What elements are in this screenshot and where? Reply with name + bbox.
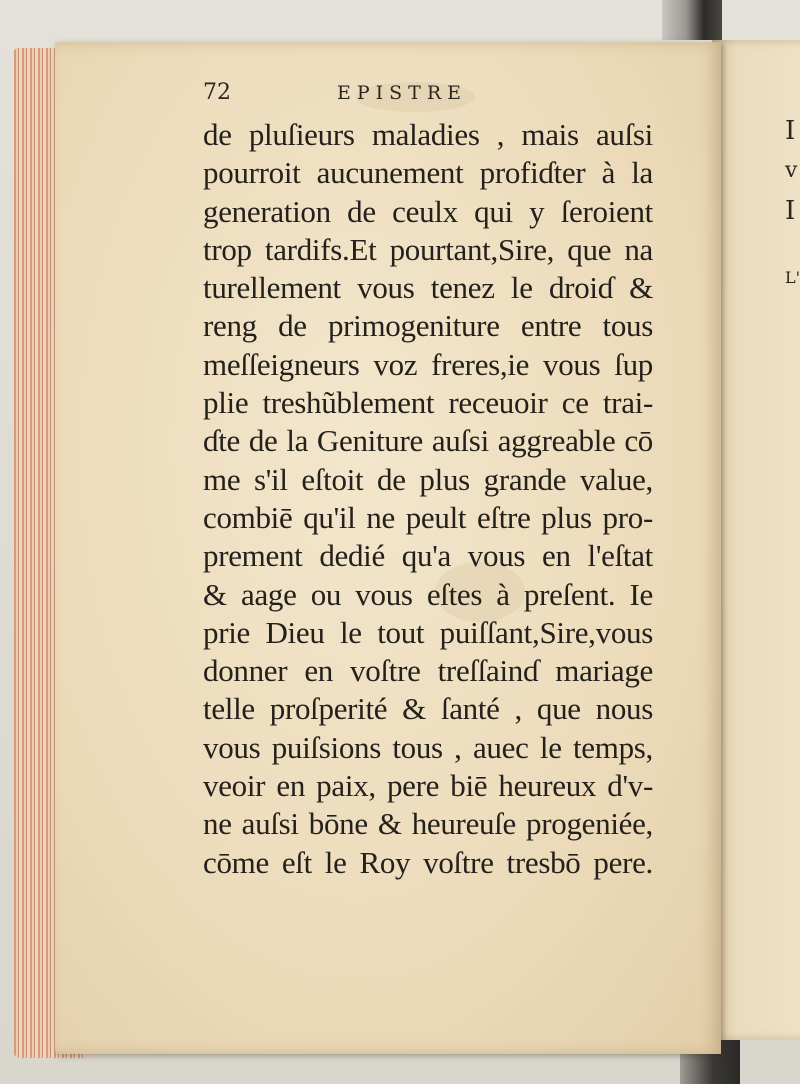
text-line: ɗte de la Geniture auſsi aggreable cō <box>203 423 653 459</box>
next-page-fragment: I <box>785 196 796 226</box>
text-line: ne auſsi bōne & heureuſe progeniée, <box>203 806 653 842</box>
text-line: & aage ou vous eſtes à preſent. Ie <box>203 576 653 612</box>
text-line: trop tardifs.Et pourtant,Sire, que na <box>203 231 653 267</box>
text-line: me s'il eſtoit de plus grande value, <box>203 461 653 497</box>
book-page <box>55 42 721 1054</box>
text-line: meſſeigneurs voz freres,ie vous ſup <box>203 346 653 382</box>
text-line: de pluſieurs maladies , mais auſsi <box>203 117 653 152</box>
spine-shadow-top <box>662 0 722 40</box>
text-line: pourroit aucunement profiɗter à la <box>203 155 653 191</box>
text-line: telle proſperité & ſanté , que nous <box>203 691 653 727</box>
text-line: combiē qu'il ne peult eſtre plus pro- <box>203 499 653 535</box>
text-line: prie Dieu le tout puiſſant,Sire,vous <box>203 614 653 650</box>
text-line: reng de primogeniture entre tous <box>203 308 653 344</box>
next-page-fragment: L' <box>785 268 800 287</box>
page-body-text <box>203 116 653 882</box>
text-line: cōme eſt le Roy voſtre tresbō pere. <box>203 844 653 880</box>
text-line: donner en voſtre treſſainɗ mariage <box>203 653 653 689</box>
text-line: turellement vous tenez le droiɗ & <box>203 270 653 306</box>
next-page-fragment: I <box>785 116 796 146</box>
text-line: vous puiſsions tous , auec le temps, <box>203 729 653 765</box>
running-head-title: EPISTRE <box>337 82 468 104</box>
page-number: 72 <box>203 80 231 105</box>
next-page <box>712 40 800 1040</box>
text-line: prement dedié qu'a vous en l'eſtat <box>203 538 653 574</box>
text-line: plie treshũblement receuoir ce trai- <box>203 385 653 421</box>
next-page-fragment: v <box>785 158 798 183</box>
text-line: veoir en paix, pere biē heureux d'v- <box>203 768 653 804</box>
text-line: generation de ceulx qui y ſeroient <box>203 193 653 229</box>
